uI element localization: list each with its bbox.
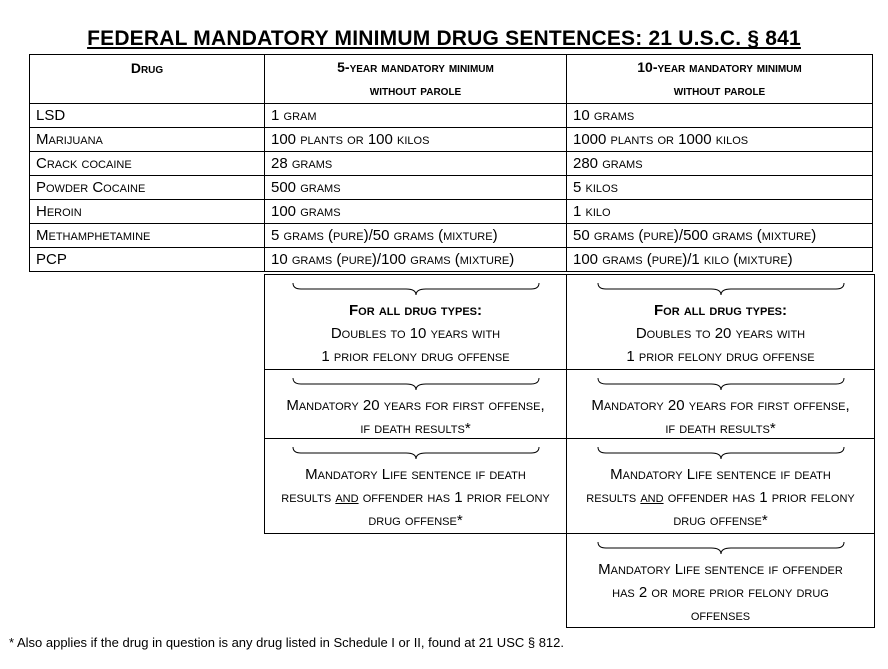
five-year-cell: 100 plants or 100 kilos xyxy=(265,128,567,152)
brace-icon xyxy=(596,281,846,297)
ten-life-line2c: offender has 1 prior felony xyxy=(663,489,855,506)
ten-prior-line2: Doubles to 20 years with xyxy=(635,325,806,342)
ten-prior-offense-box xyxy=(566,274,875,370)
footnote: * Also applies if the drug in question is any drug listed in Schedule I or II, found at 21 USC § 812. xyxy=(9,635,565,650)
header-ten-year xyxy=(567,55,873,104)
ten-life-box xyxy=(566,438,875,534)
brace-icon xyxy=(291,445,541,461)
ten-life-line2 xyxy=(567,486,874,509)
ten-prior-line1: For all drug types: xyxy=(654,302,787,319)
drug-cell: Marijuana xyxy=(30,128,265,152)
five-life-and: and xyxy=(335,489,359,506)
ten-death-line2: if death results* xyxy=(665,420,776,437)
header-ten-line1: 10-year mandatory minimum xyxy=(637,59,802,75)
drug-cell: Methamphetamine xyxy=(30,224,265,248)
ten-death-box xyxy=(566,369,875,439)
five-death-line2: if death results* xyxy=(360,420,471,437)
header-five-line2: without parole xyxy=(369,82,462,98)
ten-prior-line3: 1 prior felony drug offense xyxy=(626,348,815,365)
five-year-cell: 10 grams (pure)/100 grams (mixture) xyxy=(265,248,567,272)
five-death-line1: Mandatory 20 years for first offense, xyxy=(286,397,545,414)
ten-two-prior-line2: has 2 or more prior felony drug xyxy=(612,584,829,601)
five-prior-line2: Doubles to 10 years with xyxy=(330,325,501,342)
five-life-line3: drug offense* xyxy=(368,512,463,529)
ten-year-cell: 1 kilo xyxy=(567,200,873,224)
ten-year-cell: 50 grams (pure)/500 grams (mixture) xyxy=(567,224,873,248)
five-life-line2 xyxy=(265,486,566,509)
five-prior-offense-box xyxy=(264,274,567,370)
drug-cell: Heroin xyxy=(30,200,265,224)
table-header-row xyxy=(30,55,873,104)
five-year-cell: 100 grams xyxy=(265,200,567,224)
header-five-line1: 5-year mandatory minimum xyxy=(337,59,494,75)
page-title: FEDERAL MANDATORY MINIMUM DRUG SENTENCES: 21 U.S.C. § 841 xyxy=(87,27,801,50)
table-row xyxy=(30,200,873,224)
table-row xyxy=(30,248,873,272)
ten-year-cell: 280 grams xyxy=(567,152,873,176)
brace-icon xyxy=(596,445,846,461)
drug-cell: PCP xyxy=(30,248,265,272)
five-life-line2a: results xyxy=(281,489,336,506)
table-row xyxy=(30,128,873,152)
ten-two-prior-line3: offenses xyxy=(690,607,751,624)
drug-cell: Powder Cocaine xyxy=(30,176,265,200)
header-drug: Drug xyxy=(30,55,265,104)
brace-icon xyxy=(291,281,541,297)
table-row xyxy=(30,152,873,176)
sentences-table xyxy=(29,54,873,272)
five-year-cell: 5 grams (pure)/50 grams (mixture) xyxy=(265,224,567,248)
five-year-cell: 28 grams xyxy=(265,152,567,176)
header-ten-line2: without parole xyxy=(673,82,766,98)
five-year-cell: 500 grams xyxy=(265,176,567,200)
five-prior-line1: For all drug types: xyxy=(349,302,482,319)
header-five-year xyxy=(265,55,567,104)
brace-icon xyxy=(596,540,846,556)
ten-two-prior-box xyxy=(566,533,875,628)
ten-two-prior-line1: Mandatory Life sentence if offender xyxy=(598,561,843,578)
five-life-box xyxy=(264,438,567,534)
ten-death-line1: Mandatory 20 years for first offense, xyxy=(591,397,850,414)
drug-cell: Crack cocaine xyxy=(30,152,265,176)
table-row xyxy=(30,176,873,200)
ten-year-cell: 1000 plants or 1000 kilos xyxy=(567,128,873,152)
table-row xyxy=(30,224,873,248)
ten-life-line1: Mandatory Life sentence if death xyxy=(610,466,831,483)
table-row xyxy=(30,104,873,128)
ten-year-cell: 5 kilos xyxy=(567,176,873,200)
five-death-box xyxy=(264,369,567,439)
five-life-line1: Mandatory Life sentence if death xyxy=(305,466,526,483)
five-life-line2c: offender has 1 prior felony xyxy=(358,489,550,506)
ten-year-cell: 10 grams xyxy=(567,104,873,128)
brace-icon xyxy=(291,376,541,392)
five-prior-line3: 1 prior felony drug offense xyxy=(321,348,510,365)
ten-life-and: and xyxy=(640,489,664,506)
ten-life-line2a: results xyxy=(586,489,641,506)
ten-year-cell: 100 grams (pure)/1 kilo (mixture) xyxy=(567,248,873,272)
ten-life-line3: drug offense* xyxy=(673,512,768,529)
drug-cell: LSD xyxy=(30,104,265,128)
five-year-cell: 1 gram xyxy=(265,104,567,128)
brace-icon xyxy=(596,376,846,392)
